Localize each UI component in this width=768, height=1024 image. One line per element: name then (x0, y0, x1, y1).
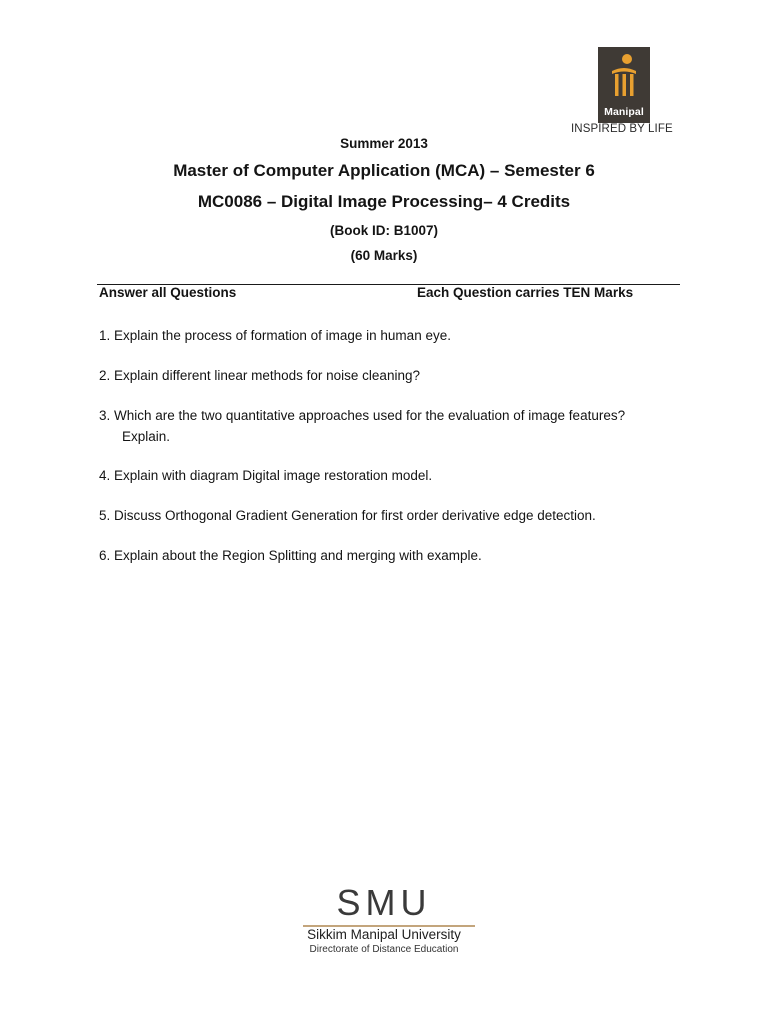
total-marks: (60 Marks) (350, 248, 418, 263)
instruction-answer-all: Answer all Questions (99, 285, 237, 300)
question-item (99, 325, 678, 346)
question-text: Explain different linear methods for noise cleaning? (114, 368, 420, 383)
logo-tagline: INSPIRED BY LIFE (571, 123, 673, 135)
question-text: Discuss Orthogonal Gradient Generation for first order derivative edge detection. (114, 508, 596, 523)
book-id: (Book ID: B1007) (329, 223, 439, 238)
question-number: 4. (99, 468, 111, 483)
smu-logo-mark: SMU (336, 882, 432, 923)
directorate-name: Directorate of Distance Education (309, 944, 459, 955)
question-item (99, 545, 678, 566)
manipal-emblem-icon (598, 47, 650, 107)
question-item (99, 365, 678, 386)
question-text: Explain about the Region Splitting and merging with example. (114, 548, 482, 563)
university-name: Sikkim Manipal University (307, 927, 461, 942)
program-title: Master of Computer Application (MCA) – Semester 6 (173, 161, 595, 180)
manipal-logo (598, 47, 650, 123)
question-text: Which are the two quantitative approaches used for the evaluation of image features? (114, 408, 626, 423)
logo-brand-text: Manipal (604, 106, 644, 118)
question-item (99, 465, 678, 486)
question-number: 6. (99, 548, 111, 563)
question-item (99, 405, 678, 447)
question-number: 2. (99, 368, 111, 383)
course-title: MC0086 – Digital Image Processing– 4 Credits (197, 192, 571, 211)
question-continuation: Explain. (122, 429, 171, 444)
question-item (99, 505, 678, 526)
instruction-marks-per-question: Each Question carries TEN Marks (417, 285, 634, 300)
question-number: 5. (99, 508, 111, 523)
exam-term: Summer 2013 (340, 136, 428, 151)
question-text: Explain the process of formation of image in human eye. (114, 328, 451, 343)
question-number: 1. (99, 328, 111, 343)
question-text: Explain with diagram Digital image restoration model. (114, 468, 433, 483)
question-number: 3. (99, 408, 111, 423)
